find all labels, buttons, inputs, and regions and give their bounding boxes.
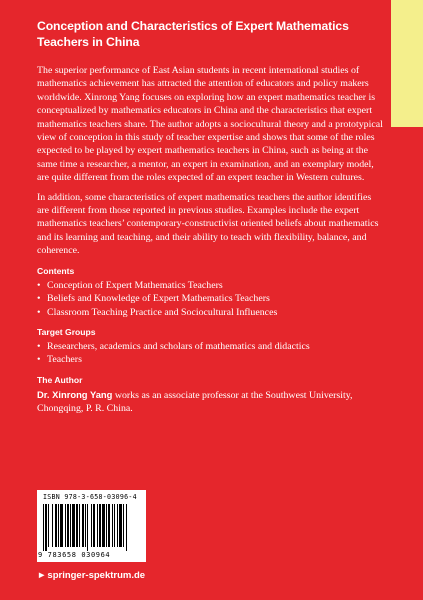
bullet-icon: • [37, 293, 41, 305]
target-group-item [37, 340, 383, 353]
target-groups-heading: Target Groups [37, 326, 96, 337]
contents-item [37, 292, 383, 305]
contents-list [37, 279, 383, 319]
bullet-icon: • [37, 306, 41, 318]
contents-item [37, 306, 383, 319]
isbn-barcode [37, 490, 146, 562]
contents-item-text: Conception of Expert Mathematics Teachers [47, 279, 223, 291]
target-group-text: Teachers [47, 354, 82, 366]
contents-item-text: Beliefs and Knowledge of Expert Mathematics Teachers [47, 293, 270, 305]
barcode-bars [41, 504, 142, 551]
bullet-icon: • [37, 279, 41, 291]
bullet-icon: • [37, 340, 41, 352]
description-paragraph-1: The superior performance of East Asian students in recent international studies of mathematics achievement has attracted the attention of educators and policy makers worldwide. Xinrong Yang focuses on exploring how an expert mathematics teacher is conceptualized by mathematics educators in China and the characteristics that expert mathematics teachers share. The author adopts a sociocultural theory and a prototypical view of conception in this study of teacher expertise and shows that some of the roles expected to be played by expert mathematics teachers in China, such as being at the same time a researcher, a mentor, an expert in examination, and an exemplary model, are quite different from the roles expected of an expert teacher in Western cultures. [37, 65, 383, 184]
barcode-number: 9 783658 030964 [38, 551, 111, 559]
contents-heading: Contents [37, 265, 75, 276]
author-name: Dr. Xinrong Yang [37, 388, 113, 400]
contents-item [37, 279, 383, 292]
publisher-url-text: springer-spektrum.de [47, 570, 146, 581]
author-bio [37, 388, 383, 416]
arrow-right-icon: ► [37, 570, 47, 581]
author-heading: The Author [37, 374, 83, 385]
contents-item-text: Classroom Teaching Practice and Sociocultural Influences [47, 306, 278, 318]
author-bio-text: works as an associate professor at the Southwest University, Chongqing, P. R. China. [37, 389, 353, 415]
publisher-url[interactable] [37, 570, 145, 581]
isbn-label: ISBN 978-3-658-03096-4 [43, 493, 137, 501]
description-paragraph-2: In addition, some characteristics of expert mathematics teachers the author identifies are different from those reported in previous studies. Examples include the expert mathematics teachers’ contemporary-constructivist oriented beliefs about mathematics and its learning and teaching, and their ability to teach with flexibility, balance, and coherence. [37, 191, 379, 257]
yellow-band [391, 0, 423, 127]
target-group-item [37, 353, 383, 366]
cover-text [37, 18, 383, 416]
bullet-icon: • [37, 354, 41, 366]
book-title: Conception and Characteristics of Expert Mathematics Teachers in China [37, 19, 349, 49]
target-group-text: Researchers, academics and scholars of mathematics and didactics [47, 340, 310, 352]
target-groups-list [37, 340, 383, 367]
